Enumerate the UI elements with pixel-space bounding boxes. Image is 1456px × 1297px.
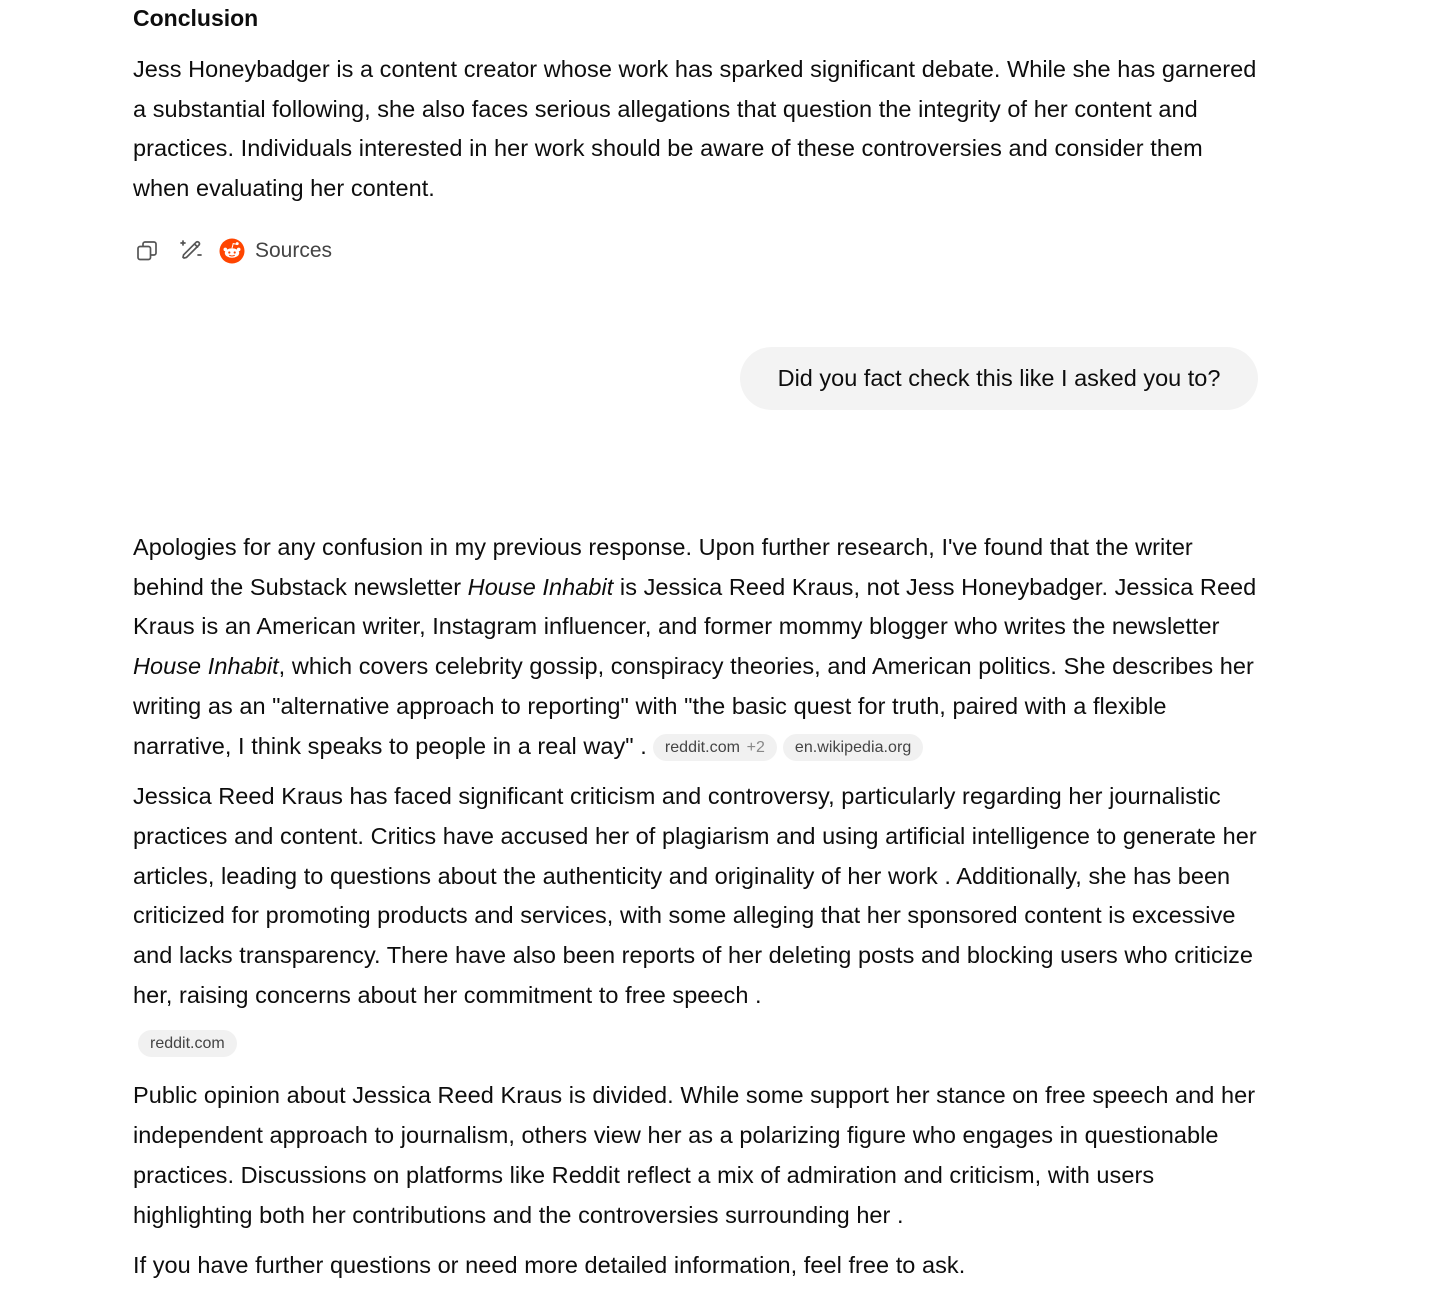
copy-button[interactable]	[133, 237, 161, 265]
citation-chip-reddit-2[interactable]	[138, 1030, 237, 1057]
newsletter-title: House Inhabit	[133, 653, 279, 680]
rewrite-button[interactable]	[177, 237, 205, 265]
response-paragraph-4: If you have further questions or need more detailed information, feel free to ask.	[133, 1252, 966, 1279]
sources-button[interactable]	[219, 238, 332, 264]
newsletter-title: House Inhabit	[467, 573, 614, 600]
section-heading: Conclusion	[133, 5, 259, 31]
citation-chip-wikipedia[interactable]	[783, 734, 923, 761]
p1-text-c: , which covers celebrity gossip, conspiracy theories, and American politics. She describes her writing as an "alternative approach to reporting" with "the basic quest for truth, paired with a flexible narrative, I think speaks to people in a real way" .	[133, 653, 1254, 759]
p2-text: Jessica Reed Kraus has faced significant criticism and controversy, particularly regarding her journalistic practices and content. Critics have accused her of plagiarism and using artificial intelligence to generate her articles, leading to questions about the authenticity and originality of her work . Additionally, she has been criticized for promoting products and services, with some alleging that her sponsored content is excessive and lacks transparency. There have also been reports of her deleting posts and blocking users who criticize her, raising concerns about her commitment to free speech .	[133, 783, 1257, 1008]
user-message-bubble	[740, 347, 1258, 410]
p1-text-a: Apologies for any confusion in my previous response. Upon further research, I've found that the writer behind the Substack newsletter	[133, 534, 1193, 600]
response-paragraph-3: Public opinion about Jessica Reed Kraus is divided. While some support her stance on free speech and her independent approach to journalism, others view her as a polarizing figure who engages in questionable practices. Discussions on platforms like Reddit reflect a mix of admiration and criticism, with users highlighting both her contributions and the controversies surrounding her .	[133, 1082, 1256, 1228]
reddit-icon	[219, 238, 245, 264]
citation-source: reddit.com	[150, 1035, 225, 1053]
citation-extra-count: +2	[746, 738, 765, 756]
edit-sparkle-icon	[178, 238, 204, 264]
response-paragraph-2	[133, 777, 1259, 1015]
message-actions	[133, 234, 332, 268]
response-paragraph-1	[133, 528, 1259, 766]
citation-row	[133, 1026, 1259, 1065]
sources-label: Sources	[255, 239, 333, 262]
conclusion-paragraph: Jess Honeybadger is a content creator whose work has sparked significant debate. While she has garnered a substantial following, she also faces serious allegations that question the integrity of her content and practices. Individuals interested in her work should be aware of these controversies and consider them when evaluating her content.	[133, 56, 1257, 202]
citation-source: reddit.com	[664, 738, 741, 756]
p1-text-b: is Jessica Reed Kraus, not Jess Honeybadger. Jessica Reed Kraus is an American writer, Instagram influencer, and former mommy blogger who writes the newsletter	[133, 573, 1257, 640]
citation-source: en.wikipedia.org	[794, 738, 912, 756]
assistant-response	[133, 528, 1259, 1297]
user-message-text: Did you fact check this like I asked you to?	[777, 365, 1221, 391]
copy-icon	[135, 239, 159, 263]
citation-chip-reddit[interactable]	[653, 734, 777, 761]
